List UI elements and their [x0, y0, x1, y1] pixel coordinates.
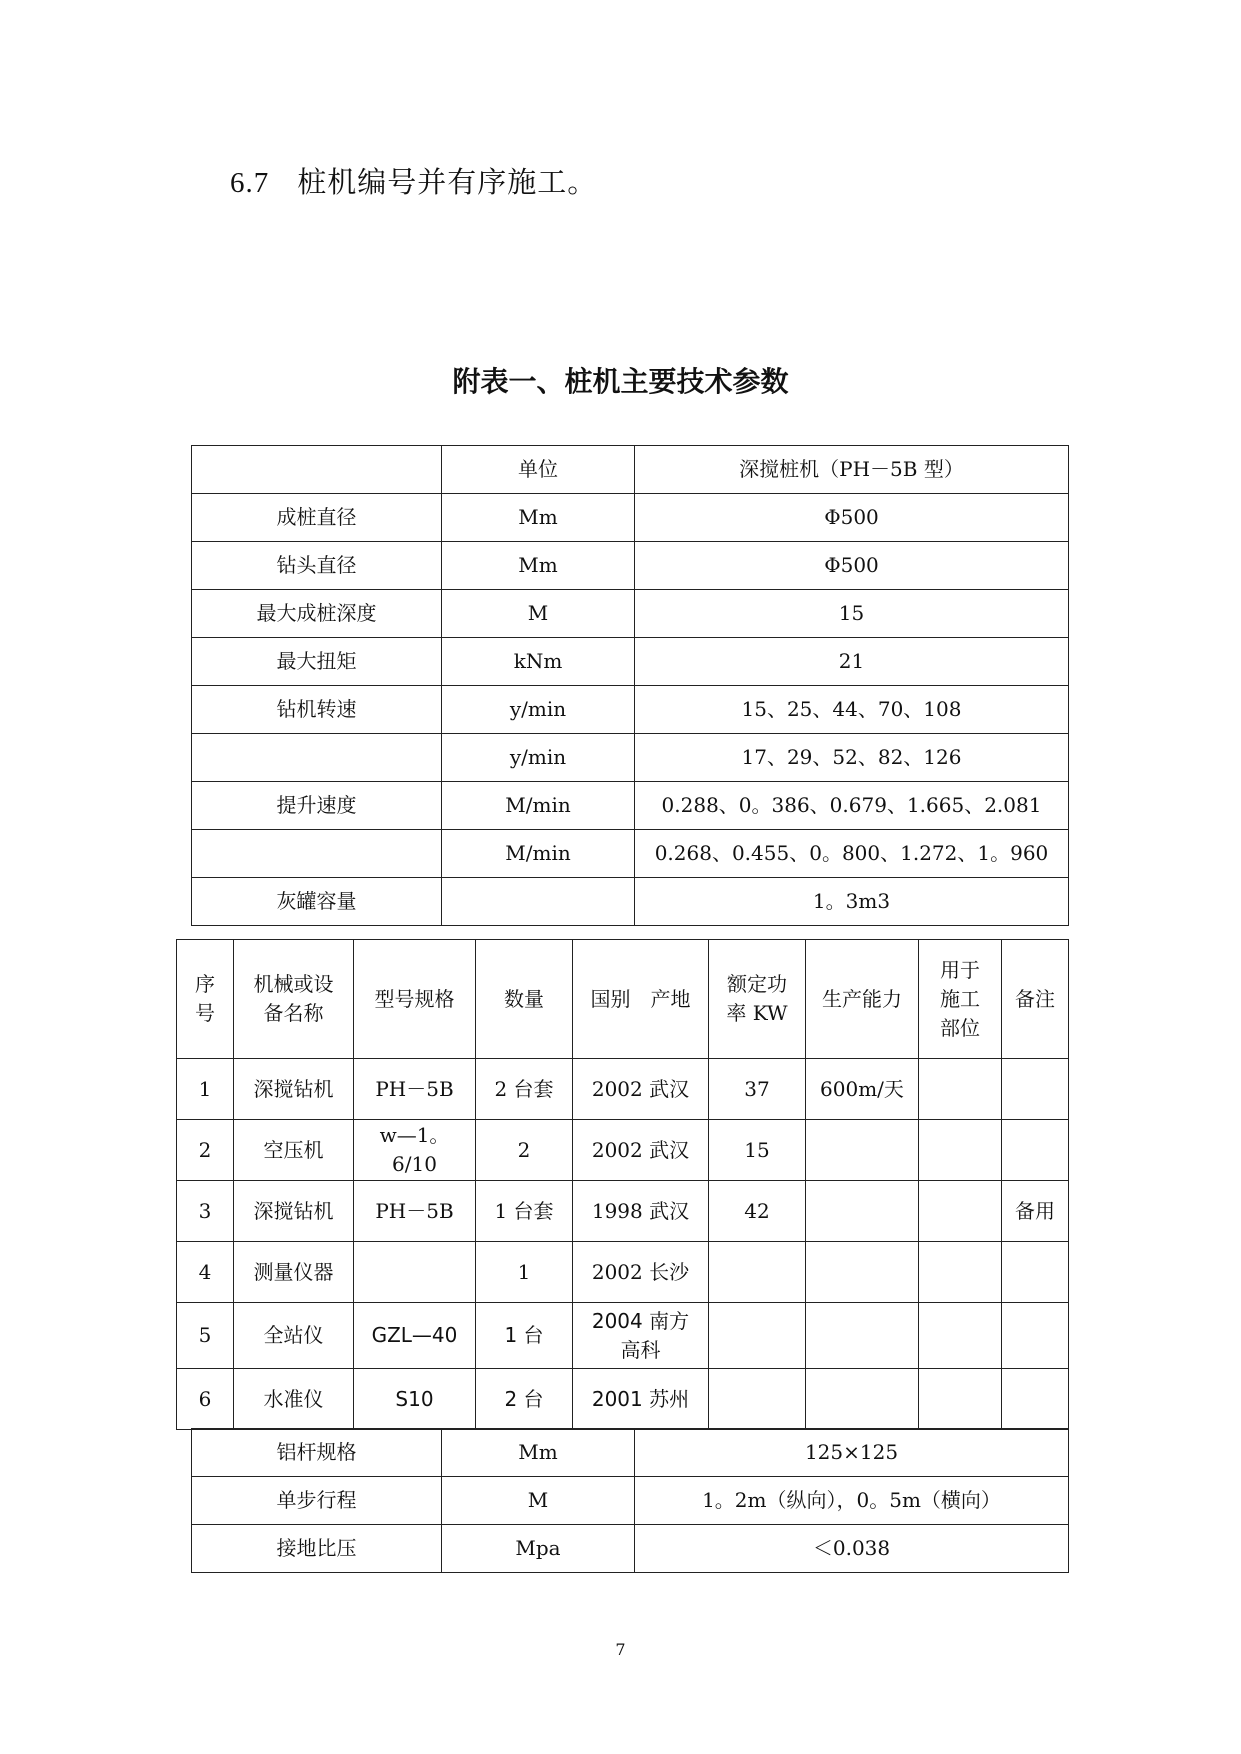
spec-table-2 [191, 1428, 1069, 1573]
cell: 5 [177, 1303, 234, 1369]
param-value: Φ500 [635, 494, 1069, 542]
cell: 2 台 [476, 1369, 573, 1430]
param-unit: M/min [442, 830, 635, 878]
table-row [192, 542, 1069, 590]
cell: 4 [177, 1242, 234, 1303]
cell: 1998 武汉 [573, 1181, 709, 1242]
cell: 2002 武汉 [573, 1059, 709, 1120]
cell [806, 1242, 919, 1303]
table-row [192, 830, 1069, 878]
header-cell: 序号 [177, 940, 234, 1059]
cell: 2001 苏州 [573, 1369, 709, 1430]
cell: 15 [709, 1120, 806, 1181]
param-unit: Mm [442, 494, 635, 542]
cell [919, 1059, 1002, 1120]
param-unit: M/min [442, 782, 635, 830]
header-cell: 生产能力 [806, 940, 919, 1059]
table-row [177, 1369, 1069, 1430]
header-cell: 单位 [442, 446, 635, 494]
cell: 2 台套 [476, 1059, 573, 1120]
table-row [192, 782, 1069, 830]
cell [919, 1303, 1002, 1369]
table-row [192, 734, 1069, 782]
cell [709, 1369, 806, 1430]
table-row [192, 1429, 1069, 1477]
cell [806, 1303, 919, 1369]
header-cell [192, 446, 442, 494]
table-row [192, 638, 1069, 686]
cell [1002, 1303, 1069, 1369]
page-number: 7 [615, 1640, 626, 1659]
table-row [177, 1120, 1069, 1181]
param-name: 接地比压 [192, 1525, 442, 1573]
param-name [192, 830, 442, 878]
cell [806, 1120, 919, 1181]
cell [919, 1242, 1002, 1303]
param-name: 灰罐容量 [192, 878, 442, 926]
cell [919, 1120, 1002, 1181]
cell: GZL—40 [354, 1303, 476, 1369]
cell: 水准仪 [234, 1369, 354, 1430]
param-name: 钻头直径 [192, 542, 442, 590]
cell: 2002 武汉 [573, 1120, 709, 1181]
cell [1002, 1120, 1069, 1181]
cell [919, 1181, 1002, 1242]
param-value: 15、25、44、70、108 [635, 686, 1069, 734]
cell [1002, 1059, 1069, 1120]
table-row [177, 1059, 1069, 1120]
param-value: 1。3m3 [635, 878, 1069, 926]
spec-table [191, 445, 1069, 926]
cell: 测量仪器 [234, 1242, 354, 1303]
header-cell: 数量 [476, 940, 573, 1059]
table-row [192, 878, 1069, 926]
cell [806, 1369, 919, 1430]
table-row [192, 590, 1069, 638]
cell: 深搅钻机 [234, 1181, 354, 1242]
cell: 备用 [1002, 1181, 1069, 1242]
cell: 2 [476, 1120, 573, 1181]
param-name: 铝杆规格 [192, 1429, 442, 1477]
table-header-row [177, 940, 1069, 1059]
header-cell: 深搅桩机（PH－5B 型） [635, 446, 1069, 494]
table-row [192, 1477, 1069, 1525]
cell: 2004 南方高科 [573, 1303, 709, 1369]
param-name: 钻机转速 [192, 686, 442, 734]
param-unit: y/min [442, 686, 635, 734]
cell [919, 1369, 1002, 1430]
param-unit: Mpa [442, 1525, 635, 1573]
header-cell: 额定功率 KW [709, 940, 806, 1059]
cell [1002, 1242, 1069, 1303]
param-unit: y/min [442, 734, 635, 782]
cell: 42 [709, 1181, 806, 1242]
cell: 1 [476, 1242, 573, 1303]
param-value: 17、29、52、82、126 [635, 734, 1069, 782]
cell: 3 [177, 1181, 234, 1242]
header-cell: 机械或设备名称 [234, 940, 354, 1059]
param-unit: M [442, 590, 635, 638]
param-value: 15 [635, 590, 1069, 638]
cell: 600m/天 [806, 1059, 919, 1120]
param-unit [442, 878, 635, 926]
cell: 1 [177, 1059, 234, 1120]
param-name [192, 734, 442, 782]
table-row [192, 1525, 1069, 1573]
table-row [192, 494, 1069, 542]
param-unit: kNm [442, 638, 635, 686]
cell: PH－5B [354, 1181, 476, 1242]
param-value: 0.288、0。386、0.679、1.665、2.081 [635, 782, 1069, 830]
table-row [177, 1242, 1069, 1303]
header-cell: 国别 产地 [573, 940, 709, 1059]
cell: 1 台 [476, 1303, 573, 1369]
cell [354, 1242, 476, 1303]
param-name: 最大成桩深度 [192, 590, 442, 638]
table-header-row [192, 446, 1069, 494]
cell: 6 [177, 1369, 234, 1430]
cell: 2 [177, 1120, 234, 1181]
cell: 空压机 [234, 1120, 354, 1181]
cell [1002, 1369, 1069, 1430]
cell: 全站仪 [234, 1303, 354, 1369]
cell [709, 1242, 806, 1303]
param-unit: Mm [442, 542, 635, 590]
equipment-table [176, 939, 1069, 1430]
cell: 深搅钻机 [234, 1059, 354, 1120]
param-unit: Mm [442, 1429, 635, 1477]
cell: PH－5B [354, 1059, 476, 1120]
param-name: 成桩直径 [192, 494, 442, 542]
table-row [177, 1303, 1069, 1369]
param-value: Φ500 [635, 542, 1069, 590]
param-name: 提升速度 [192, 782, 442, 830]
cell: 1 台套 [476, 1181, 573, 1242]
cell [806, 1181, 919, 1242]
cell: w—1。6/10 [354, 1120, 476, 1181]
param-value: ＜0.038 [635, 1525, 1069, 1573]
section-number: 6.7 [230, 167, 270, 199]
cell: 2002 长沙 [573, 1242, 709, 1303]
header-cell: 用于施工部位 [919, 940, 1002, 1059]
param-unit: M [442, 1477, 635, 1525]
table-row [177, 1181, 1069, 1242]
param-value: 21 [635, 638, 1069, 686]
header-cell: 备注 [1002, 940, 1069, 1059]
section-text: 桩机编号并有序施工。 [297, 165, 598, 199]
param-name: 单步行程 [192, 1477, 442, 1525]
header-cell: 型号规格 [354, 940, 476, 1059]
param-value: 0.268、0.455、0。800、1.272、1。960 [635, 830, 1069, 878]
table-title: 附表一、桩机主要技术参数 [452, 365, 789, 398]
section-heading [230, 160, 597, 201]
param-value: 125×125 [635, 1429, 1069, 1477]
param-name: 最大扭矩 [192, 638, 442, 686]
table-row [192, 686, 1069, 734]
cell: 37 [709, 1059, 806, 1120]
cell [709, 1303, 806, 1369]
param-value: 1。2m（纵向），0。5m（横向） [635, 1477, 1069, 1525]
cell: S10 [354, 1369, 476, 1430]
